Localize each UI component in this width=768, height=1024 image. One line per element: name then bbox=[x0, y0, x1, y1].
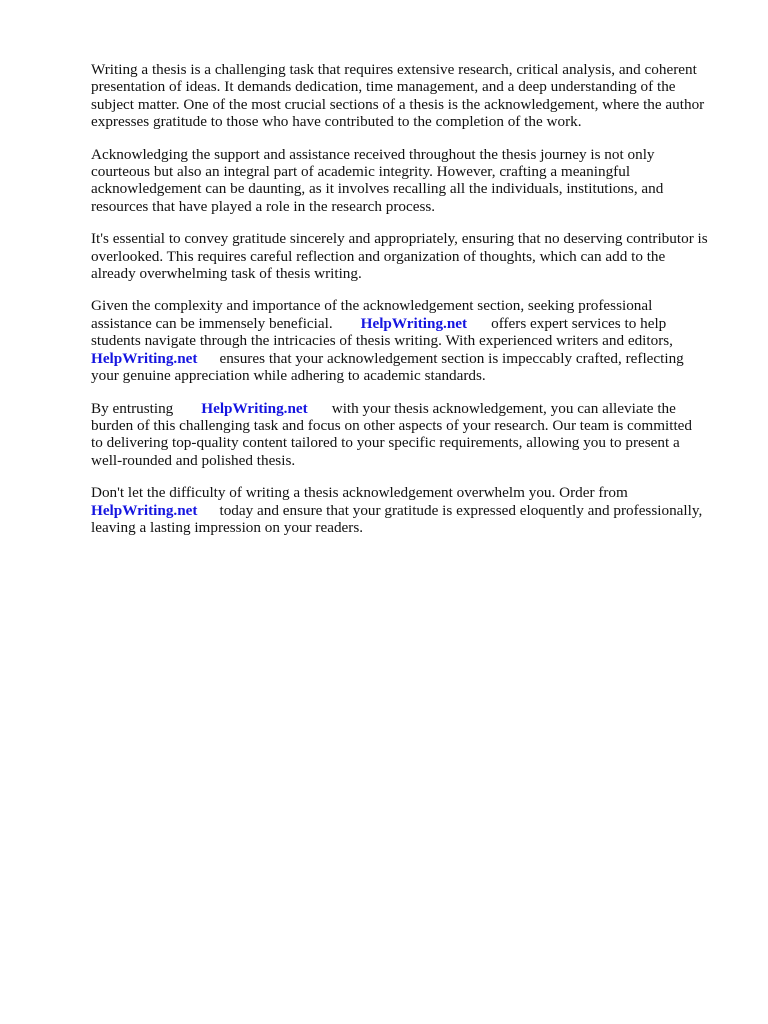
text-line: leaving a lasting impression on your readers. bbox=[91, 518, 364, 536]
helpwriting-link[interactable]: HelpWriting.net bbox=[91, 501, 198, 519]
text-segment: ensures that your acknowledgement section is impeccably crafted, reflecting bbox=[219, 349, 684, 367]
paragraph-assistance bbox=[91, 297, 731, 384]
text-line: presentation of ideas. It demands dedication, time management, and a deep understanding of the bbox=[91, 78, 676, 96]
text-line: Writing a thesis is a challenging task that requires extensive research, critical analysis, and coherent bbox=[91, 61, 697, 78]
text-line: It's essential to convey gratitude sincerely and appropriately, ensuring that no deserving contributor is bbox=[91, 230, 708, 248]
text-segment: By entrusting bbox=[91, 399, 174, 417]
text-segment: with your thesis acknowledgement, you can alleviate the bbox=[331, 399, 676, 417]
text-line: Given the complexity and importance of the acknowledgement section, seeking professional bbox=[91, 297, 653, 315]
helpwriting-link[interactable]: HelpWriting.net bbox=[201, 399, 308, 417]
text-line: Acknowledging the support and assistance received throughout the thesis journey is not only bbox=[91, 145, 655, 163]
text-line: Don't let the difficulty of writing a thesis acknowledgement overwhelm you. Order from bbox=[91, 484, 628, 502]
text-line: students navigate through the intricacies of thesis writing. With experienced writers and editors, bbox=[91, 332, 673, 350]
text-line: already overwhelming task of thesis writing. bbox=[91, 265, 362, 283]
text-line bbox=[91, 400, 731, 417]
text-line: well-rounded and polished thesis. bbox=[91, 451, 296, 469]
text-segment: assistance can be immensely beneficial. bbox=[91, 314, 333, 332]
paragraph-order bbox=[91, 484, 731, 536]
text-line: resources that have played a role in the research process. bbox=[91, 197, 436, 215]
text-line: expresses gratitude to those who have contributed to the completion of the work. bbox=[91, 113, 582, 131]
text-segment: today and ensure that your gratitude is expressed eloquently and professionally, bbox=[219, 501, 703, 519]
paragraph-intro bbox=[91, 61, 731, 131]
text-line: burden of this challenging task and focus on other aspects of your research. Our team is committed bbox=[91, 416, 692, 434]
text-line: overlooked. This requires careful reflection and organization of thoughts, which can add to the bbox=[91, 247, 666, 265]
paragraph-acknowledging bbox=[91, 146, 731, 216]
paragraph-entrusting bbox=[91, 400, 731, 470]
text-segment: offers expert services to help bbox=[491, 314, 667, 332]
text-line: your genuine appreciation while adhering to academic standards. bbox=[91, 367, 486, 385]
text-line bbox=[91, 502, 731, 519]
text-line: to delivering top-quality content tailored to your specific requirements, allowing you to present a bbox=[91, 434, 680, 452]
document-page bbox=[91, 61, 731, 551]
text-line: acknowledgement can be daunting, as it involves recalling all the individuals, institutions, and bbox=[91, 180, 664, 198]
text-line: courteous but also an integral part of academic integrity. However, crafting a meaningful bbox=[91, 163, 631, 181]
text-line: subject matter. One of the most crucial sections of a thesis is the acknowledgement, where the author bbox=[91, 95, 705, 113]
text-line bbox=[91, 350, 731, 367]
text-line bbox=[91, 315, 731, 332]
helpwriting-link[interactable]: HelpWriting.net bbox=[91, 349, 198, 367]
helpwriting-link[interactable]: HelpWriting.net bbox=[360, 314, 468, 332]
paragraph-gratitude bbox=[91, 230, 731, 282]
